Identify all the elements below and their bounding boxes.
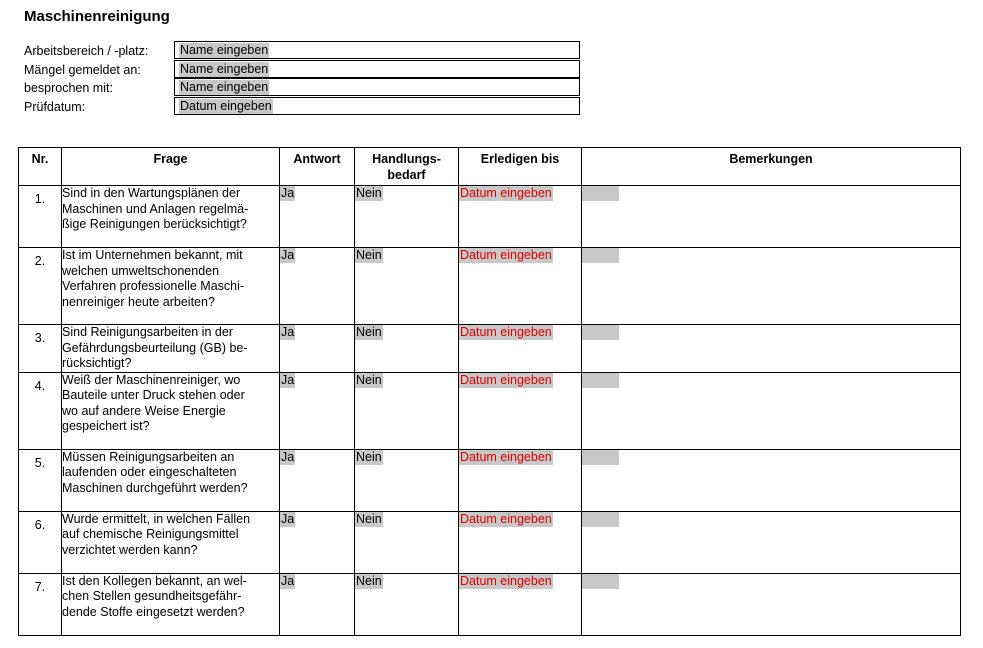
row-number: 4. bbox=[19, 372, 62, 449]
table-row bbox=[19, 248, 961, 325]
header-handlung-line1: Handlungs- bbox=[372, 152, 441, 166]
meta-value-discussed-with[interactable]: Name eingeben bbox=[180, 80, 269, 94]
meta-field-workplace[interactable] bbox=[174, 41, 580, 59]
due-date-field[interactable]: Datum eingeben bbox=[460, 449, 552, 464]
table-row bbox=[19, 325, 961, 373]
question-cell: Wurde ermittelt, in welchen Fällen auf chemische Reinigungsmittel verzichtet werden kann? bbox=[62, 511, 280, 573]
meta-field-discussed-with[interactable] bbox=[174, 78, 580, 96]
meta-value-reported-to[interactable]: Name eingeben bbox=[180, 62, 269, 76]
table-row bbox=[19, 573, 961, 635]
meta-label-check-date: Prüfdatum: bbox=[24, 100, 86, 114]
answer-field[interactable]: Ja bbox=[281, 248, 295, 262]
row-number: 1. bbox=[19, 186, 62, 248]
action-field[interactable]: Nein bbox=[356, 449, 382, 464]
remarks-field[interactable] bbox=[582, 512, 619, 527]
question-cell: Ist den Kollegen bekannt, an wel- chen Stellen gesundheitsgefähr- dende Stoffe eingesetzt werden? bbox=[62, 573, 280, 635]
action-field[interactable]: Nein bbox=[356, 325, 382, 339]
header-erledigen: Erledigen bis bbox=[459, 148, 582, 186]
row-number: 7. bbox=[19, 573, 62, 635]
meta-field-reported-to[interactable] bbox=[174, 60, 580, 78]
due-date-field[interactable]: Datum eingeben bbox=[460, 248, 552, 262]
header-handlung-line2: bedarf bbox=[387, 167, 426, 182]
meta-label-workplace: Arbeitsbereich / -platz: bbox=[24, 44, 149, 58]
table-row bbox=[19, 449, 961, 511]
meta-label-reported-to: Mängel gemeldet an: bbox=[24, 63, 141, 77]
due-date-field[interactable]: Datum eingeben bbox=[460, 325, 552, 339]
table-row bbox=[19, 372, 961, 449]
question-cell: Sind Reinigungsarbeiten in der Gefährdungsbeurteilung (GB) be- rücksichtigt? bbox=[62, 325, 280, 373]
checklist-table bbox=[18, 147, 961, 636]
answer-field[interactable]: Ja bbox=[281, 511, 295, 526]
question-cell: Weiß der Maschinenreiniger, wo Bauteile unter Druck stehen oder wo auf andere Weise Energie gespeichert ist? bbox=[62, 372, 280, 449]
remarks-field[interactable] bbox=[582, 574, 619, 589]
due-date-field[interactable]: Datum eingeben bbox=[460, 573, 552, 588]
row-number: 3. bbox=[19, 325, 62, 373]
question-cell: Sind in den Wartungsplänen der Maschinen und Anlagen regelmä- ßige Reinigungen berücksichtigt? bbox=[62, 186, 280, 248]
remarks-field[interactable] bbox=[582, 325, 619, 340]
due-date-field[interactable]: Datum eingeben bbox=[460, 511, 552, 526]
question-cell: Ist im Unternehmen bekannt, mit welchen umweltschonenden Verfahren professionelle Maschi- nenreiniger heute arbeiten? bbox=[62, 248, 280, 325]
page-title: Maschinenreinigung bbox=[24, 8, 170, 25]
row-number: 2. bbox=[19, 248, 62, 325]
answer-field[interactable]: Ja bbox=[281, 573, 295, 588]
meta-value-workplace[interactable]: Name eingeben bbox=[180, 43, 269, 57]
header-bemerkungen: Bemerkungen bbox=[582, 148, 961, 186]
due-date-field[interactable]: Datum eingeben bbox=[460, 372, 552, 387]
meta-value-check-date[interactable]: Datum eingeben bbox=[180, 99, 272, 113]
action-field[interactable]: Nein bbox=[356, 511, 382, 526]
remarks-field[interactable] bbox=[582, 186, 619, 201]
action-field[interactable]: Nein bbox=[356, 248, 382, 262]
table-header-row bbox=[19, 148, 961, 186]
row-number: 5. bbox=[19, 449, 62, 511]
meta-label-discussed-with: besprochen mit: bbox=[24, 81, 113, 95]
remarks-field[interactable] bbox=[582, 373, 619, 388]
question-cell: Müssen Reinigungsarbeiten an laufenden oder eingeschalteten Maschinen durchgeführt werden? bbox=[62, 449, 280, 511]
table-row bbox=[19, 511, 961, 573]
row-number: 6. bbox=[19, 511, 62, 573]
header-antwort: Antwort bbox=[280, 148, 355, 186]
remarks-field[interactable] bbox=[582, 248, 619, 263]
due-date-field[interactable]: Datum eingeben bbox=[460, 186, 552, 200]
header-nr: Nr. bbox=[19, 148, 62, 186]
answer-field[interactable]: Ja bbox=[281, 372, 295, 387]
answer-field[interactable]: Ja bbox=[281, 325, 295, 339]
remarks-field[interactable] bbox=[582, 450, 619, 465]
meta-field-check-date[interactable] bbox=[174, 97, 580, 115]
action-field[interactable]: Nein bbox=[356, 573, 382, 588]
answer-field[interactable]: Ja bbox=[281, 186, 295, 200]
action-field[interactable]: Nein bbox=[356, 186, 382, 200]
header-handlungsbedarf bbox=[355, 148, 459, 186]
answer-field[interactable]: Ja bbox=[281, 449, 295, 464]
header-frage: Frage bbox=[62, 148, 280, 186]
action-field[interactable]: Nein bbox=[356, 372, 382, 387]
table-row bbox=[19, 186, 961, 248]
